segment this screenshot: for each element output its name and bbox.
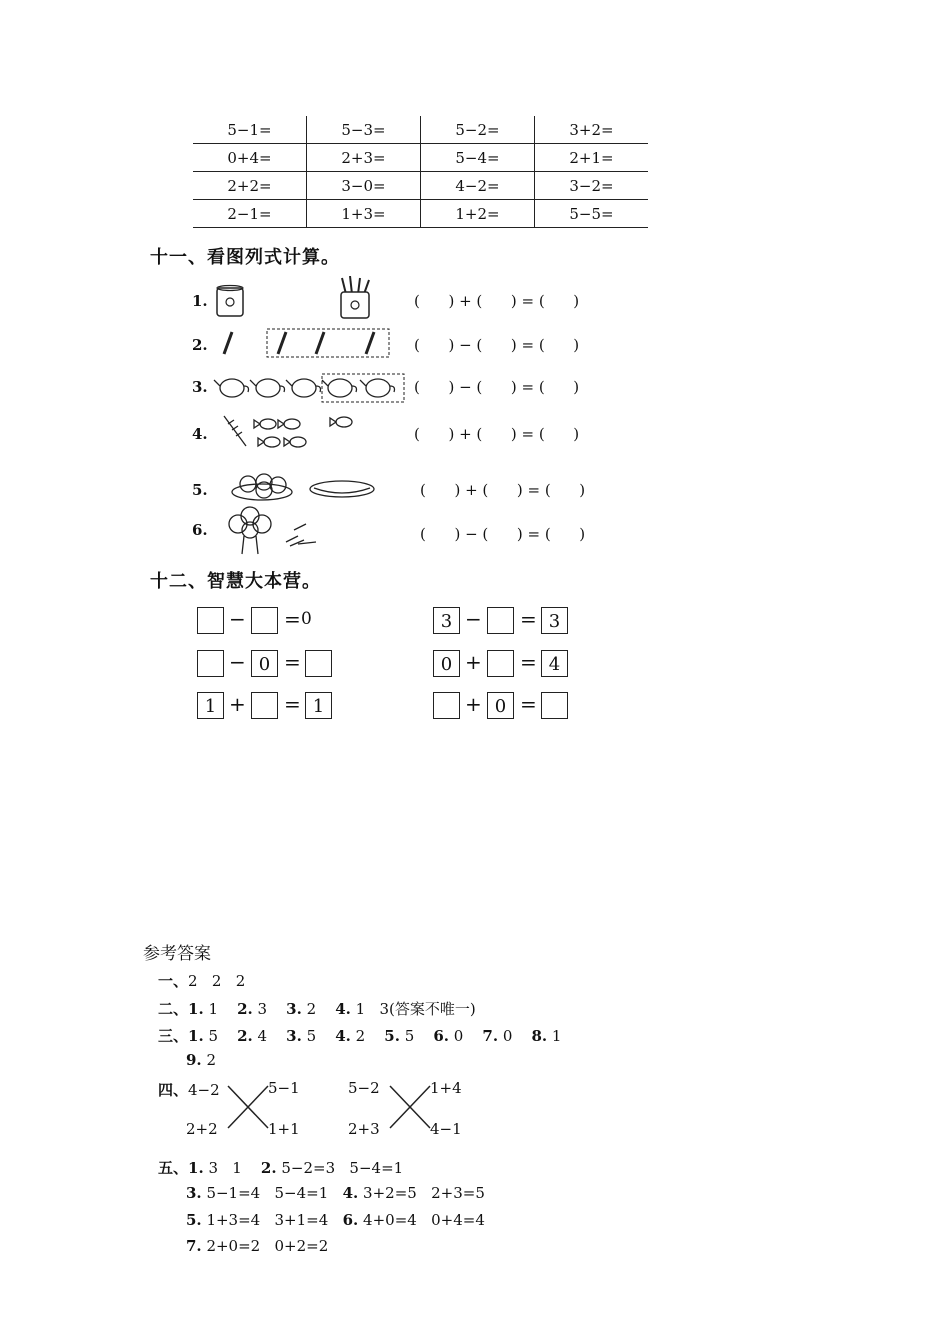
answer-box[interactable] (197, 650, 224, 677)
given-number: 0 (301, 609, 312, 629)
answer-text: 0 (498, 1027, 532, 1045)
answer-label: 三、 (158, 1027, 189, 1045)
answer-label: 一、 (158, 972, 189, 990)
formula-blanks: ( ) + ( ) = ( ) (414, 292, 580, 310)
table-cell: 5−2= (421, 116, 535, 144)
table-row (193, 144, 648, 172)
answer-num: 5. (186, 1211, 202, 1229)
formula-blanks: ( ) + ( ) = ( ) (420, 481, 586, 499)
match-right-top: 5−2 (348, 1079, 380, 1097)
match-right-bottom-right: 4−1 (430, 1120, 462, 1138)
answer-text: 2+0=2 0+2=2 (201, 1237, 329, 1255)
answer-text: 3 (252, 1000, 287, 1018)
answer-text: 2 2 2 (188, 972, 246, 990)
match-right-top-right: 1+4 (430, 1079, 462, 1097)
table-cell: 0+4= (193, 144, 307, 172)
match-left-bottom: 2+2 (186, 1120, 218, 1138)
answer-num: 1. (188, 1000, 204, 1018)
answer-box[interactable] (487, 650, 514, 677)
answer-box[interactable] (541, 692, 568, 719)
equals-sign: = (284, 692, 301, 716)
table-cell: 4−2= (421, 172, 535, 200)
table-cell: 5−1= (193, 116, 307, 144)
answer-line (186, 1184, 485, 1202)
fish-icon (220, 410, 362, 452)
table-cell: 5−4= (421, 144, 535, 172)
given-box: 0 (487, 692, 514, 719)
answer-label: 四、 (158, 1081, 189, 1099)
answer-text: 5−1=4 5−4=1 (201, 1184, 343, 1202)
answer-label: 五、 (158, 1159, 189, 1177)
table-cell: 1+2= (421, 200, 535, 228)
answer-num: 4. (335, 1027, 351, 1045)
formula-blanks: ( ) + ( ) = ( ) (414, 425, 580, 443)
answer-num: 4. (335, 1000, 351, 1018)
section-12-title: 十二、智慧大本营。 (150, 571, 321, 592)
operator: − (465, 607, 482, 631)
table-cell: 5−3= (307, 116, 421, 144)
answer-num: 2. (260, 1159, 277, 1177)
answer-label: 二、 (158, 1000, 189, 1018)
answer-text: 2 (201, 1051, 216, 1069)
answer-text: 1 (547, 1027, 562, 1045)
given-box: 1 (197, 692, 224, 719)
table-cell: 3−2= (535, 172, 649, 200)
answer-text: 4+0=4 0+4=4 (358, 1211, 485, 1229)
answer-num: 3. (286, 1027, 302, 1045)
operator: + (229, 692, 246, 716)
tree-icon (224, 506, 324, 558)
crossed-pencils-icon (266, 328, 390, 358)
question-number: 2. (192, 336, 208, 354)
answer-box[interactable] (433, 692, 460, 719)
answer-num: 9. (186, 1051, 202, 1069)
answer-line (158, 1157, 403, 1178)
answer-text: 2 (301, 1000, 336, 1018)
question-number: 6. (192, 521, 208, 539)
answer-box[interactable] (197, 607, 224, 634)
formula-blanks: ( ) − ( ) = ( ) (420, 525, 586, 543)
answer-num: 2. (237, 1000, 253, 1018)
answer-num: 5. (384, 1027, 400, 1045)
question-number: 1. (192, 292, 208, 310)
cross-lines (388, 1082, 432, 1132)
cross-lines (226, 1082, 270, 1132)
answer-text: 1 (203, 1000, 238, 1018)
answer-text: 4 (252, 1027, 287, 1045)
answer-num: 6. (342, 1211, 359, 1229)
question-number: 4. (192, 425, 208, 443)
answer-text: 3+2=5 2+3=5 (358, 1184, 485, 1202)
table-cell: 5−5= (535, 200, 649, 228)
answer-text: 5−2=3 5−4=1 (276, 1159, 404, 1177)
equals-sign: = (520, 692, 537, 716)
formula-blanks: ( ) − ( ) = ( ) (414, 378, 580, 396)
table-cell: 2−1= (193, 200, 307, 228)
apple-plate-icon (230, 468, 378, 504)
answer-num: 8. (531, 1027, 548, 1045)
equals-sign: = (520, 607, 537, 631)
table-cell: 3−0= (307, 172, 421, 200)
table-cell: 2+3= (307, 144, 421, 172)
equals-sign: = (520, 650, 537, 674)
answer-box[interactable] (251, 692, 278, 719)
teapot-icon (212, 372, 406, 404)
cup-icon (212, 284, 252, 320)
answer-num: 4. (342, 1184, 359, 1202)
answer-line (158, 970, 245, 991)
answer-line (158, 1025, 561, 1046)
answer-text: 0 (449, 1027, 483, 1045)
pencil-cup-icon (336, 276, 376, 320)
operator: − (229, 607, 246, 631)
answers-title: 参考答案 (143, 944, 211, 964)
given-box: 3 (541, 607, 568, 634)
table-cell: 1+3= (307, 200, 421, 228)
answer-line (186, 1211, 485, 1229)
answer-num: 3. (186, 1184, 202, 1202)
answer-line (186, 1237, 328, 1255)
answer-box[interactable] (251, 607, 278, 634)
operator: − (229, 650, 246, 674)
answer-num: 7. (186, 1237, 202, 1255)
arithmetic-table (193, 116, 648, 228)
equals-sign: = (284, 650, 301, 674)
answer-num: 1. (188, 1159, 204, 1177)
answer-num: 6. (433, 1027, 449, 1045)
answer-num: 7. (482, 1027, 499, 1045)
answer-line (158, 1079, 220, 1100)
given-box: 4 (541, 650, 568, 677)
answer-text: 2 (350, 1027, 385, 1045)
answer-text: 1+3=4 3+1=4 (201, 1211, 343, 1229)
answer-text: 5 (203, 1027, 238, 1045)
answer-num: 1. (188, 1027, 204, 1045)
pencil-icon (220, 330, 236, 356)
table-cell: 2+1= (535, 144, 649, 172)
answer-text: 5 (301, 1027, 336, 1045)
given-box: 0 (433, 650, 460, 677)
answer-line (158, 998, 476, 1019)
answer-box[interactable] (487, 607, 514, 634)
answer-line (186, 1051, 216, 1069)
given-box: 3 (433, 607, 460, 634)
equals-sign: = (284, 607, 301, 631)
answer-text: 3 1 (203, 1159, 261, 1177)
formula-blanks: ( ) − ( ) = ( ) (414, 336, 580, 354)
operator: + (465, 692, 482, 716)
match-left-top-right: 5−1 (268, 1079, 300, 1097)
table-cell: 3+2= (535, 116, 649, 144)
given-box: 1 (305, 692, 332, 719)
operator: + (465, 650, 482, 674)
answer-num: 3. (286, 1000, 302, 1018)
given-box: 0 (251, 650, 278, 677)
section-11-title: 十一、看图列式计算。 (150, 247, 340, 268)
question-number: 5. (192, 481, 208, 499)
match-right-bottom: 2+3 (348, 1120, 380, 1138)
table-cell: 2+2= (193, 172, 307, 200)
match-left-bottom-right: 1+1 (268, 1120, 300, 1138)
table-row (193, 200, 648, 228)
answer-text: 5 (399, 1027, 434, 1045)
answer-box[interactable] (305, 650, 332, 677)
match-left-top: 4−2 (188, 1081, 220, 1099)
question-number: 3. (192, 378, 208, 396)
answer-num: 2. (237, 1027, 253, 1045)
table-row (193, 116, 648, 144)
table-row (193, 172, 648, 200)
answer-text: 1 3(答案不唯一) (350, 1000, 476, 1018)
